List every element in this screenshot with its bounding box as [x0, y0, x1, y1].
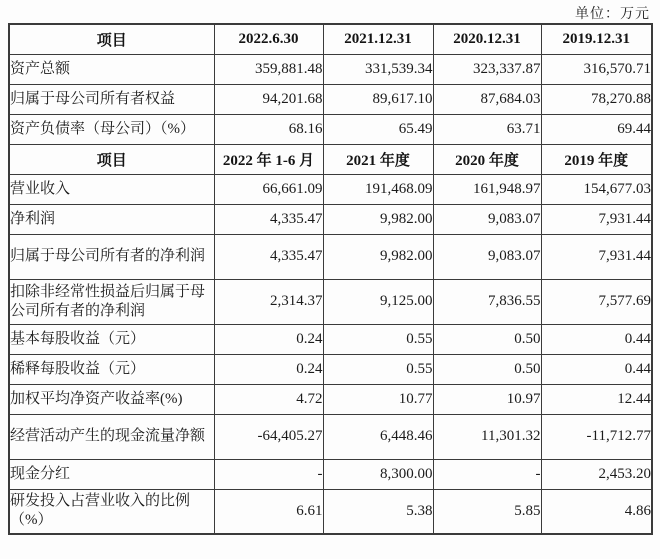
cell-value: 7,577.69	[541, 279, 652, 324]
row-label: 归属于母公司所有者权益	[9, 84, 214, 114]
cell-value: 9,125.00	[323, 279, 433, 324]
cell-value: 7,931.44	[541, 234, 652, 279]
column-header: 2022 年 1-6 月	[214, 144, 323, 174]
row-label: 资产负债率（母公司）（%）	[9, 114, 214, 144]
income-header-row	[9, 144, 652, 174]
cell-value: 0.55	[323, 324, 433, 354]
cell-value: 78,270.88	[541, 84, 652, 114]
row-label: 扣除非经常性损益后归属于母公司所有者的净利润	[9, 279, 214, 324]
cell-value: 4.72	[214, 384, 323, 414]
row-label: 归属于母公司所有者的净利润	[9, 234, 214, 279]
column-header: 项目	[9, 24, 214, 54]
cell-value: 191,468.09	[323, 174, 433, 204]
cell-value: 5.38	[323, 489, 433, 534]
cell-value: 10.77	[323, 384, 433, 414]
financial-summary-table	[8, 23, 653, 535]
cell-value: 7,931.44	[541, 204, 652, 234]
table-row	[9, 384, 652, 414]
row-label: 资产总额	[9, 54, 214, 84]
cell-value: 0.24	[214, 354, 323, 384]
cell-value: 9,083.07	[433, 234, 541, 279]
cell-value: 9,083.07	[433, 204, 541, 234]
cell-value: 2,314.37	[214, 279, 323, 324]
cell-value: 8,300.00	[323, 459, 433, 489]
cell-value: 69.44	[541, 114, 652, 144]
cell-value: 6,448.46	[323, 414, 433, 459]
table-row	[9, 489, 652, 534]
cell-value: 9,982.00	[323, 234, 433, 279]
row-label: 加权平均净资产收益率(%)	[9, 384, 214, 414]
cell-value: 10.97	[433, 384, 541, 414]
cell-value: 359,881.48	[214, 54, 323, 84]
cell-value: 0.44	[541, 324, 652, 354]
cell-value: 94,201.68	[214, 84, 323, 114]
row-label: 研发投入占营业收入的比例（%）	[9, 489, 214, 534]
cell-value: 5.85	[433, 489, 541, 534]
cell-value: 9,982.00	[323, 204, 433, 234]
cell-value: 87,684.03	[433, 84, 541, 114]
cell-value: 0.55	[323, 354, 433, 384]
cell-value: 331,539.34	[323, 54, 433, 84]
cell-value: 0.50	[433, 354, 541, 384]
column-header: 项目	[9, 144, 214, 174]
cell-value: 4,335.47	[214, 204, 323, 234]
table-row	[9, 114, 652, 144]
row-label: 稀释每股收益（元）	[9, 354, 214, 384]
table-row	[9, 174, 652, 204]
cell-value: 4.86	[541, 489, 652, 534]
cell-value: -	[433, 459, 541, 489]
cell-value: -64,405.27	[214, 414, 323, 459]
cell-value: 89,617.10	[323, 84, 433, 114]
cell-value: 0.50	[433, 324, 541, 354]
cell-value: 12.44	[541, 384, 652, 414]
row-label: 经营活动产生的现金流量净额	[9, 414, 214, 459]
balance-header-row	[9, 24, 652, 54]
row-label: 基本每股收益（元）	[9, 324, 214, 354]
table-row	[9, 84, 652, 114]
column-header: 2021.12.31	[323, 24, 433, 54]
column-header: 2020 年度	[433, 144, 541, 174]
cell-value: 11,301.32	[433, 414, 541, 459]
cell-value: -	[214, 459, 323, 489]
column-header: 2019.12.31	[541, 24, 652, 54]
cell-value: 323,337.87	[433, 54, 541, 84]
table-row	[9, 354, 652, 384]
cell-value: 2,453.20	[541, 459, 652, 489]
unit-label: 单位：万元	[575, 7, 650, 22]
cell-value: 161,948.97	[433, 174, 541, 204]
column-header: 2022.6.30	[214, 24, 323, 54]
cell-value: -11,712.77	[541, 414, 652, 459]
row-label: 净利润	[9, 204, 214, 234]
column-header: 2019 年度	[541, 144, 652, 174]
cell-value: 4,335.47	[214, 234, 323, 279]
table-row	[9, 204, 652, 234]
cell-value: 0.24	[214, 324, 323, 354]
row-label: 现金分红	[9, 459, 214, 489]
table-row	[9, 234, 652, 279]
cell-value: 0.44	[541, 354, 652, 384]
column-header: 2021 年度	[323, 144, 433, 174]
cell-value: 63.71	[433, 114, 541, 144]
column-header: 2020.12.31	[433, 24, 541, 54]
cell-value: 7,836.55	[433, 279, 541, 324]
table-row	[9, 54, 652, 84]
table-row	[9, 324, 652, 354]
table-row	[9, 279, 652, 324]
cell-value: 154,677.03	[541, 174, 652, 204]
cell-value: 66,661.09	[214, 174, 323, 204]
table-row	[9, 459, 652, 489]
cell-value: 68.16	[214, 114, 323, 144]
table-row	[9, 414, 652, 459]
cell-value: 316,570.71	[541, 54, 652, 84]
cell-value: 65.49	[323, 114, 433, 144]
cell-value: 6.61	[214, 489, 323, 534]
row-label: 营业收入	[9, 174, 214, 204]
